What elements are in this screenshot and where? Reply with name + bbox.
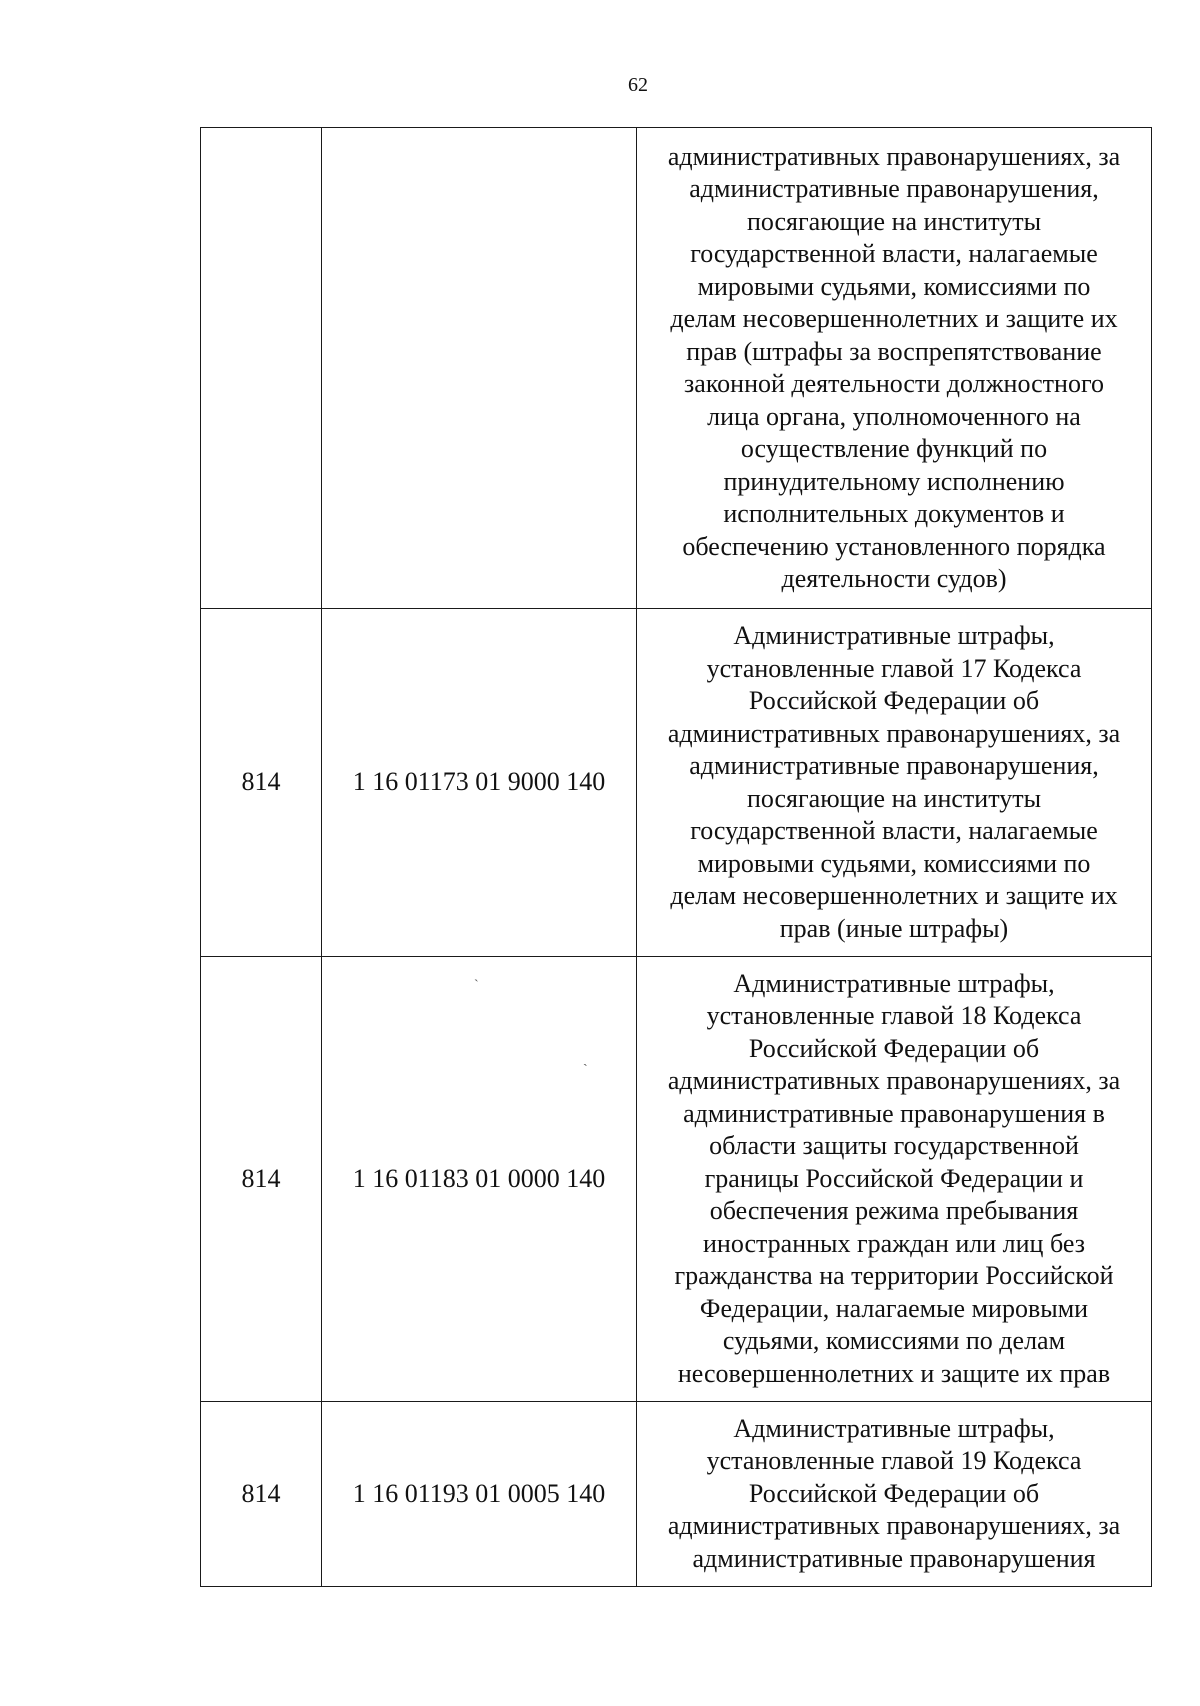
kbk-code-cell: 1 16 01193 01 0005 140 [322, 1402, 637, 1587]
page-number: 62 [628, 74, 648, 96]
scan-speck: ˋ [474, 978, 479, 993]
description-cell: Административные штрафы, установленные главой 17 Кодекса Российской Федерации об административных правонарушениях, за административные правонарушения, посягающие на институты государственной власти, налагаемые мировыми судьями, комиссиями по делам несовершеннолетних и защите их прав (иные штрафы) [637, 609, 1152, 957]
admin-code-cell: 814 [201, 609, 322, 957]
description-cell: Административные штрафы, установленные главой 18 Кодекса Российской Федерации об административных правонарушениях, за административные правонарушения в области защиты государственной границы Российской Федерации и обеспечения режима пребывания иностранных граждан или лиц без гражданства на территории Российской Федерации, налагаемые мировыми судьями, комиссиями по делам несовершеннолетних и защите их прав [637, 957, 1152, 1402]
admin-code-cell: 814 [201, 957, 322, 1402]
admin-code-cell [201, 128, 322, 609]
table-row [201, 609, 1152, 957]
table-row [201, 957, 1152, 1402]
scan-speck: ˏ [583, 1052, 588, 1067]
revenue-codes-table [200, 127, 1152, 1587]
kbk-code-cell [322, 128, 637, 609]
description-cell: административных правонарушениях, за административные правонарушения, посягающие на институты государственной власти, налагаемые мировыми судьями, комиссиями по делам несовершеннолетних и защите их прав (штрафы за воспрепятствование законной деятельности должностного лица органа, уполномоченного на осуществление функций по принудительному исполнению исполнительных документов и обеспечению установленного порядка деятельности судов) [637, 128, 1152, 609]
table-row [201, 128, 1152, 609]
admin-code-cell: 814 [201, 1402, 322, 1587]
table-row [201, 1402, 1152, 1587]
description-cell: Административные штрафы, установленные главой 19 Кодекса Российской Федерации об административных правонарушениях, за административные правонарушения [637, 1402, 1152, 1587]
kbk-code-cell: 1 16 01183 01 0000 140 [322, 957, 637, 1402]
kbk-code-cell: 1 16 01173 01 9000 140 [322, 609, 637, 957]
